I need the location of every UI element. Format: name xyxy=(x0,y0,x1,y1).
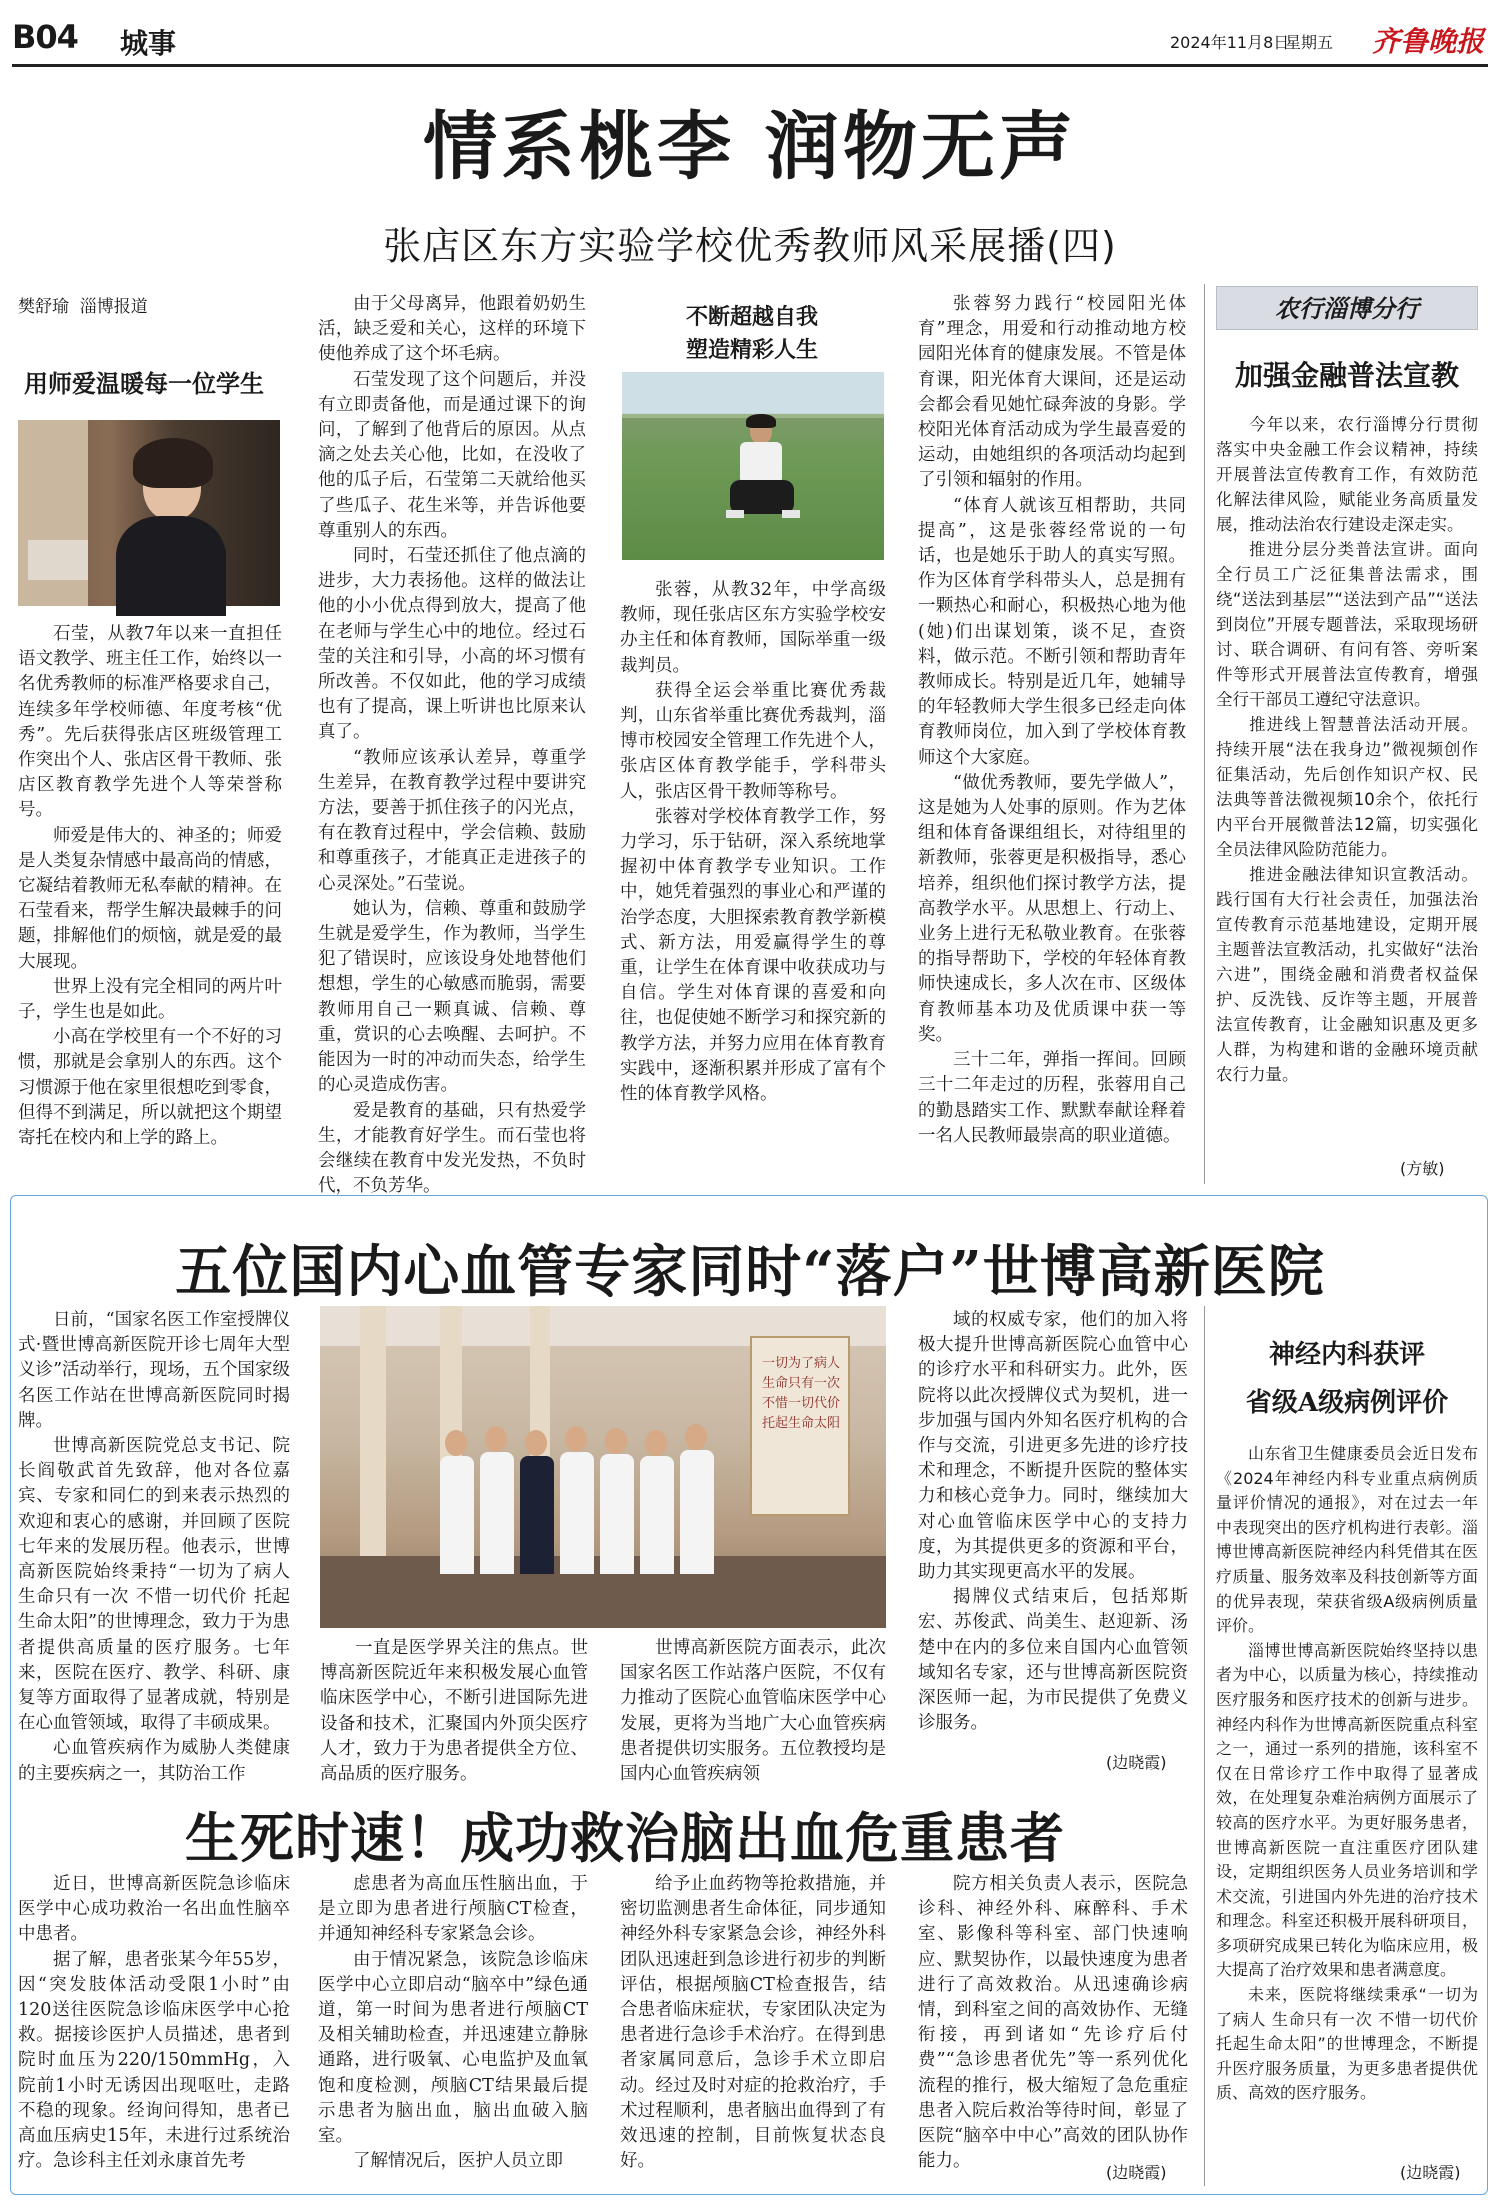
paragraph: “做优秀教师，要先学做人”，这是她为人处事的原则。作为艺体组和体育备课组组长，对待组里的新教师，张蓉更是积极指导，悉心培养，组织他们探讨教学方法，提高教学水平。从思想上、行动上、业务上进行无私敬业教育。在张蓉的指导帮助下，学校的年轻体育教师快速成长，多人次在市、区级体育教师基本功及优质课中获一等奖。 xyxy=(918,772,1186,1045)
article2-column-4 xyxy=(918,1308,1188,1738)
article2-column-1 xyxy=(18,1308,290,1808)
paragraph: 日前，“国家名医工作室授牌仪式·暨世博高新医院开诊七周年大型义诊”活动举行，现场，五个国家级名医工作站在世博高新医院同时揭牌。 xyxy=(18,1310,290,1431)
motto-line: 托起生命太阳 xyxy=(762,1416,841,1431)
article1-subtitle: 张店区东方实验学校优秀教师风采展播(四) xyxy=(383,224,1117,268)
section-b-heading-line1: 不断超越自我 xyxy=(685,304,818,330)
section-a-column-1 xyxy=(18,622,282,1182)
article3-signature: (边晓霞) xyxy=(1106,2163,1167,2182)
sidebar2-body xyxy=(1216,1442,1478,2160)
hospital-ceremony-photo xyxy=(320,1306,886,1628)
paragraph: “体育人就该互相帮助，共同提高”，这是张蓉经常说的一句话，也是她乐于助人的真实写照。作为区体育学科带头人，总是拥有一颗热心和耐心，积极热心地为他(她)们出谋划策，谈不足，查资料，做示范。不断引领和帮助青年教师成长。特别是近几年，她辅导的年轻教师大学生很多已经走向体育教师岗位，加入到了学校体育教师这个大家庭。 xyxy=(918,495,1186,768)
paragraph: 同时，石莹还抓住了他点滴的进步，大力表扬他。这样的做法让他的小小优点得到放大，提高了他在老师与学生心中的地位。经过石莹的关注和引导，小高的坏习惯有所改善。不仅如此，他的学习成绩也有了提高，课上听讲也比原来认真了。 xyxy=(318,546,586,743)
paragraph: 心血管疾病作为威胁人类健康的主要疾病之一，其防治工作 xyxy=(18,1738,290,1784)
issue-date: 2024年11月8日 xyxy=(1170,33,1290,52)
article3-column-1 xyxy=(18,1872,290,2187)
sidebar1-title: 加强金融普法宣教 xyxy=(1234,359,1459,392)
paragraph: 世博高新医院党总支书记、院长阎敬武首先致辞，他对各位嘉宾、专家和同仁的到来表示热烈的欢迎和衷心的感谢，并回顾了医院七年来的发展历程。他表示，世博高新医院始终秉持“一切为了病人 生命只有一次 不惜一切代价 托起生命太阳”的世博理念，致力于为患者提供高质量的医疗服务。七年来，医院在医疗、教学、科研、康复等方面取得了显著成就，特别是在心血管领域，取得了丰硕成果。 xyxy=(18,1436,290,1734)
hospital-motto-sign xyxy=(762,1354,842,1434)
newspaper-logo: 齐鲁晚报 xyxy=(1372,25,1485,58)
section-a-column-2 xyxy=(318,292,586,1197)
issue-weekday: 星期五 xyxy=(1285,33,1334,52)
paragraph: 由于情况紧急，该院急诊临床医学中心立即启动“脑卒中”绿色通道，第一时间为患者进行颅脑CT及相关辅助检查，并迅速建立静脉通路，进行吸氧、心电监护及血氧饱和度检测，颅脑CT结果最后提示患者为脑出血，脑出血破入脑室。 xyxy=(318,1949,588,2147)
sidebar1-signature: (方敏) xyxy=(1400,1159,1445,1178)
section-a-heading: 用师爱温暖每一位学生 xyxy=(24,369,264,398)
paragraph: 给予止血药物等抢救措施，并密切监测患者生命体征，同步通知神经外科专家紧急会诊，神经外科团队迅速赶到急诊进行初步的判断评估，根据颅脑CT检查报告，结合患者临床症状，专家团队决定为患者进行急诊手术治疗。在得到患者家属同意后，急诊手术立即启动。经过及时对症的抢救治疗，手术过程顺利，患者脑出血得到了有效迅速的控制，目前恢复状态良好。 xyxy=(620,1874,886,2172)
paragraph: 师爱是伟大的、神圣的；师爱是人类复杂情感中最高尚的情感，它凝结着教师无私奉献的精神。在石莹看来，帮学生解决最棘手的问题，排解他们的烦恼，就是爱的最大展现。 xyxy=(18,825,282,972)
paragraph: 近日，世博高新医院急诊临床医学中心成功救治一名出血性脑卒中患者。 xyxy=(18,1874,290,1945)
paragraph: 院方相关负责人表示，医院急诊科、神经外科、麻醉科、手术室、影像科等科室、部门快速响应、默契协作，以最快速度为患者进行了高效救治。从迅速确诊病情，到科室之间的高效协作、无缝衔接，再到诸如“先诊疗后付费”“急诊患者优先”等一系列优化流程的推行，极大缩短了急危重症患者入院后救治等待时间，彰显了医院“脑卒中中心”高效的团队协作能力。 xyxy=(918,1874,1188,2172)
paragraph: 一直是医学界关注的焦点。世博高新医院近年来积极发展心血管临床医学中心，不断引进国际先进设备和技术，汇聚国内外顶尖医疗人才，致力于为患者提供全方位、高品质的医疗服务。 xyxy=(320,1638,588,1785)
paragraph: 淄博世博高新医院始终坚持以患者为中心，以质量为核心，持续推动医疗服务和医疗技术的创新与进步。神经内科作为世博高新医院重点科室之一，通过一系列的措施，该科室不仅在日常诊疗工作中取得了显著成效，在处理复杂难治病例方面展示了较高的医疗水平。为更好服务患者，世博高新医院一直注重医疗团队建设，定期组织医务人员业务培训和学术交流，引进国内外先进的治疗技术和理念。科室还积极开展科研项目，多项研究成果已转化为临床应用，极大提高了治疗效果和患者满意度。 xyxy=(1216,1640,1478,1980)
sidebar1-label: 农行淄博分行 xyxy=(1216,286,1478,330)
article2-signature: (边晓霞) xyxy=(1106,1753,1167,1772)
paragraph: 揭牌仪式结束后，包括郑斯宏、苏俊武、尚美生、赵迎新、汤楚中在内的多位来自国内心血管领域知名专家，还与世博高新医院资深医师一起，为市民提供了免费义诊服务。 xyxy=(918,1587,1188,1734)
paragraph: 据了解，患者张某今年55岁，因“突发肢体活动受限1小时”由120送往医院急诊临床医学中心抢救。据接诊医护人员描述，患者到院时血压为220/150mmHg，入院前1小时无诱因出现呕吐，走路不稳的现象。经询问得知，患者已高血压病史15年，未进行过系统治疗。急诊科主任刘永康首先考 xyxy=(18,1949,290,2172)
paragraph: 张蓉对学校体育教学工作，努力学习，乐于钻研，深入系统地掌握初中体育教学专业知识。工作中，她凭着强烈的事业心和严谨的治学态度，大胆探索教育教学新模式、新方法，用爱赢得学生的尊重，让学生在体育课中收获成功与自信。学生对体育课的喜爱和向往，也促使她不断学习和探究新的教学方法，并努力应用在体育教育实践中，逐渐积累并形成了富有个性的体育教学风格。 xyxy=(620,806,886,1105)
header-rule xyxy=(12,64,1488,67)
page-code: B04 xyxy=(12,18,78,56)
paragraph: 未来，医院将继续秉承“一切为了病人 生命只有一次 不惜一切代价 托起生命太阳”的世博理念，不断提升医疗服务质量，为更多患者提供优质、高效的医疗服务。 xyxy=(1216,1985,1478,2103)
paragraph: 推进金融法律知识宣教活动。践行国有大行社会责任，加强法治宣传教育示范基地建设，定期开展主题普法宣教活动，扎实做好“法治六进”，围绕金融和消费者权益保护、反洗钱、反诈等主题，开展普法宣传教育，让金融知识惠及更多人群，为构建和谐的金融环境贡献农行力量。 xyxy=(1216,865,1478,1084)
paragraph: 三十二年，弹指一挥间。回顾三十二年走过的历程，张蓉用自己的勤恳踏实工作、默默奉献诠释着一名人民教师最崇高的职业道德。 xyxy=(918,1050,1186,1146)
paragraph: 张蓉努力践行“校园阳光体育”理念，用爱和行动推动地方校园阳光体育的健康发展。不管是体育课，阳光体育大课间，还是运动会都会看见她忙碌奔波的身影。学校阳光体育活动成为学生最喜爱的运动，由她组织的各项活动均起到了引领和辐射的作用。 xyxy=(918,294,1186,491)
paragraph: 世博高新医院方面表示，此次国家名医工作站落户医院，不仅有力推动了医院心血管临床医学中心发展，更将为当地广大心血管疾病患者提供切实服务。五位教授均是国内心血管疾病领 xyxy=(620,1638,886,1785)
paragraph: 了解情况后，医护人员立即 xyxy=(353,2151,563,2172)
paragraph: 推进线上智慧普法活动开展。持续开展“法在我身边”微视频创作征集活动，先后创作知识产权、民法典等普法微视频10余个，依托行内平台开展微普法12篇，切实强化全员法律风险防范能力。 xyxy=(1216,715,1478,859)
paragraph: 小高在学校里有一个不好的习惯，那就是会拿别人的东西。这个习惯源于他在家里很想吃到零食，但得不到满足，所以就把这个期望寄托在校内和上学的路上。 xyxy=(18,1027,282,1149)
sidebar1-rule xyxy=(1204,284,1205,1184)
paragraph: 山东省卫生健康委员会近日发布《2024年神经内科专业重点病例质量评价情况的通报》，对在过去一年中表现突出的医疗机构进行表彰。淄博世博高新医院神经内科凭借其在医疗质量、服务效率及科技创新等方面的优异表现，荣获省级A级病例质量评价。 xyxy=(1216,1444,1478,1636)
sidebar2-title-line2: 省级A级病例评价 xyxy=(1245,1388,1449,1418)
article3-column-2 xyxy=(318,1872,588,2187)
section-b-column-4 xyxy=(918,292,1186,1184)
article3-column-3 xyxy=(620,1872,886,2187)
paragraph: 获得全运会举重比赛优秀裁判，山东省举重比赛优秀裁判，淄博市校园安全管理工作先进个人，张店区体育教学能手，学科带头人，张店区骨干教师等称号。 xyxy=(620,680,886,802)
paragraph: 她认为，信赖、尊重和鼓励学生就是爱学生，作为教师，当学生犯了错误时，应该设身处地替他们想想，学生的心敏感而脆弱，需要教师用自己一颗真诚、信赖、尊重，赏识的心去唤醒、去呵护。不能因为一时的冲动而失态，给学生的心灵造成伤害。 xyxy=(318,898,586,1096)
teacher-on-field-photo xyxy=(622,372,884,560)
section-b-heading-line2: 塑造精彩人生 xyxy=(685,337,818,363)
sidebar2-signature: (边晓霞) xyxy=(1400,2163,1461,2182)
section-b-column-3 xyxy=(620,578,886,1184)
article1-byline: 樊舒瑜 淄博报道 xyxy=(18,297,148,317)
sidebar2-rule xyxy=(1204,1306,1205,2186)
paragraph: 今年以来，农行淄博分行贯彻落实中央金融工作会议精神，持续开展普法宣传教育工作，有效防范化解法律风险，赋能业务高质量发展，推动法治农行建设走深走实。 xyxy=(1216,415,1478,534)
article2-column-3 xyxy=(620,1636,886,1786)
paragraph: 石莹，从教7年以来一直担任语文教学、班主任工作，始终以一名优秀教师的标准严格要求自己，连续多年学校师德、年度考核“优秀”。先后获得张店区班级管理工作突出个人、张店区骨干教师、张店区教育教学先进个人等荣誉称号。 xyxy=(18,624,282,821)
sidebar1-body xyxy=(1216,412,1478,1152)
section-name: 城事 xyxy=(120,27,177,60)
teacher-portrait-photo xyxy=(18,420,280,606)
paragraph: 张蓉，从教32年，中学高级教师，现任张店区东方实验学校安办主任和体育教师，国际举重一级裁判员。 xyxy=(620,580,886,676)
article3-title: 生死时速！成功救治脑出血危重患者 xyxy=(185,1806,1065,1870)
motto-line: 一切为了病人 xyxy=(762,1356,841,1371)
paragraph: “教师应该承认差异，尊重学生差异，在教育教学过程中要讲究方法，要善于抓住孩子的闪光点，有在教育过程中，学会信赖、鼓励和尊重孩子，才能真正走进孩子的心灵深处。”石莹说。 xyxy=(318,747,586,894)
paragraph: 由于父母离异，他跟着奶奶生活，缺乏爱和关心，这样的环境下使他养成了这个坏毛病。 xyxy=(318,294,586,365)
article3-column-4 xyxy=(918,1872,1188,2172)
paragraph: 世界上没有完全相同的两片叶子，学生也是如此。 xyxy=(18,976,282,1023)
paragraph: 爱是教育的基础，只有热爱学生，才能教育好学生。而石莹也将会继续在教育中发光发热，不负时代，不负芳华。 xyxy=(318,1100,586,1197)
paragraph: 推进分层分类普法宣讲。面向全行员工广泛征集普法需求，围绕“送法到基层”“送法到产品”“送法到岗位”开展专题普法，采取现场研讨、联合调研、有问有答、旁听案件等形式开展普法宣传教育，增强全行干部员工遵纪守法意识。 xyxy=(1216,540,1478,709)
paragraph: 石莹发现了这个问题后，并没有立即责备他，而是通过课下的询问，了解到了他背后的原因。从点滴之处去关心他，比如，在没收了他的瓜子后，石莹第二天就给他买了些瓜子、花生米等，并告诉他要尊重别人的东西。 xyxy=(318,369,586,541)
motto-line: 生命只有一次 xyxy=(762,1376,841,1391)
sidebar2-title-line1: 神经内科获评 xyxy=(1268,1340,1425,1370)
article2-column-2 xyxy=(320,1636,588,1786)
article2-title: 五位国内心血管专家同时“落户”世博高新医院 xyxy=(175,1239,1325,1305)
motto-line: 不惜一切代价 xyxy=(762,1396,841,1411)
paragraph: 域的权威专家，他们的加入将极大提升世博高新医院心血管中心的诊疗水平和科研实力。此外，医院将以此次授牌仪式为契机，进一步加强与国内外知名医疗机构的合作与交流，引进更多先进的诊疗技术和理念，不断提升医院的整体实力和核心竞争力。同时，继续加大对心血管临床医学中心的支持力度，为其提供更多的资源和平台，助力其实现更高水平的发展。 xyxy=(918,1310,1188,1583)
paragraph: 虑患者为高血压性脑出血，于是立即为患者进行颅脑CT检查，并通知神经科专家紧急会诊。 xyxy=(318,1874,588,1945)
article1-title: 情系桃李 润物无声 xyxy=(423,104,1077,190)
